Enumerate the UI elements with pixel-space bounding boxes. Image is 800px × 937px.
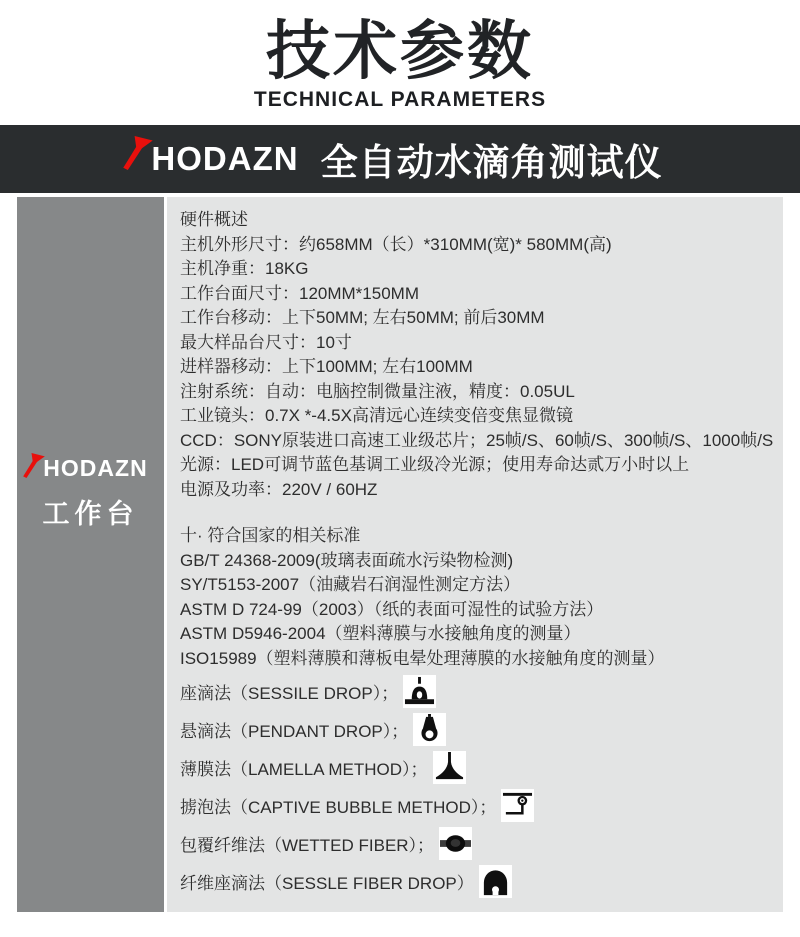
sidebar-brand-text: HODAZN [43, 454, 148, 481]
spec-line: 注射系统：自动：电脑控制微量注液，精度：0.05UL [180, 381, 575, 401]
sessile-fiber-drop-icon [479, 865, 512, 898]
method-label: 纤维座滴法（SESSLE FIBER DROP） [180, 873, 474, 893]
sessile-drop-icon [403, 675, 436, 708]
standards-heading: 十· 符合国家的相关标准 [180, 526, 361, 546]
standard-line: GB/T 24368-2009(玻璃表面疏水污染物检测) [180, 550, 514, 570]
method-row [180, 824, 783, 862]
spec-line-ccd: CCD：SONY原装进口高速工业级芯片；25帧/S、60帧/S、300帧/S、1000帧/S [180, 430, 774, 450]
product-name: 全自动水滴角测试仪 [320, 142, 663, 184]
spec-line: 主机净重：18KG [180, 259, 309, 279]
brand-arrow-icon [23, 453, 45, 478]
page-subtitle: TECHNICAL PARAMETERS [253, 88, 547, 112]
spec-line: 硬件概述 [180, 210, 248, 230]
spec-line: 工作台移动：上下50MM; 左右50MM; 前后30MM [180, 308, 545, 328]
main-panel [17, 197, 783, 912]
page-header [0, 0, 800, 112]
method-label: 薄膜法（LAMELLA METHOD）； [180, 759, 428, 779]
sidebar-brand-block [33, 455, 147, 531]
method-row [180, 748, 783, 786]
page-title: 技术参数 [266, 15, 534, 87]
spec-line: 进样器移动：上下100MM; 左右100MM [180, 357, 473, 377]
brand-logo [137, 140, 298, 178]
sidebar-label: 工作台 [42, 498, 139, 529]
method-row [180, 862, 783, 900]
standard-line: SY/T5153-2007（油藏岩石润湿性测定方法） [180, 575, 521, 595]
sidebar-brand-logo [33, 455, 147, 482]
method-row [180, 710, 783, 748]
wetted-fiber-icon [439, 827, 472, 860]
method-label: 掳泡法（CAPTIVE BUBBLE METHOD）； [180, 797, 497, 817]
method-label: 座滴法（SESSILE DROP）； [180, 683, 399, 703]
spec-line: 主机外形尺寸：约658MM（长）*310MM(宽)* 580MM(高) [180, 234, 612, 254]
standard-line: ASTM D 724-99（2003）（纸的表面可湿性的试验方法） [180, 599, 604, 619]
method-label: 悬滴法（PENDANT DROP）； [180, 721, 409, 741]
content-panel [167, 197, 783, 912]
method-label: 包覆纤维法（WETTED FIBER）； [180, 835, 435, 855]
standard-line: ASTM D5946-2004（塑料薄膜与水接触角度的测量） [180, 624, 581, 644]
spec-line: 光源：LED可调节蓝色基调工业级冷光源；使用寿命达贰万小时以上 [180, 455, 690, 475]
lamella-icon [433, 751, 466, 784]
brand-arrow-icon [123, 136, 153, 170]
method-row [180, 672, 783, 710]
spec-line: 工作台面尺寸：120MM*150MM [180, 283, 419, 303]
methods-list [180, 672, 783, 900]
spec-line: 电源及功率：220V / 60HZ [180, 479, 378, 499]
product-banner [0, 125, 800, 193]
sidebar [17, 197, 167, 912]
captive-bubble-icon [501, 789, 534, 822]
spec-line: 最大样品台尺寸：10寸 [180, 332, 352, 352]
brand-text: HODAZN [151, 140, 299, 178]
pendant-drop-icon [413, 713, 446, 746]
spec-line: 工业镜头：0.7X *-4.5X高清远心连续变倍变焦显微镜 [180, 406, 573, 426]
method-row [180, 786, 783, 824]
standard-line: ISO15989（塑料薄膜和薄板电晕处理薄膜的水接触角度的测量） [180, 648, 665, 668]
